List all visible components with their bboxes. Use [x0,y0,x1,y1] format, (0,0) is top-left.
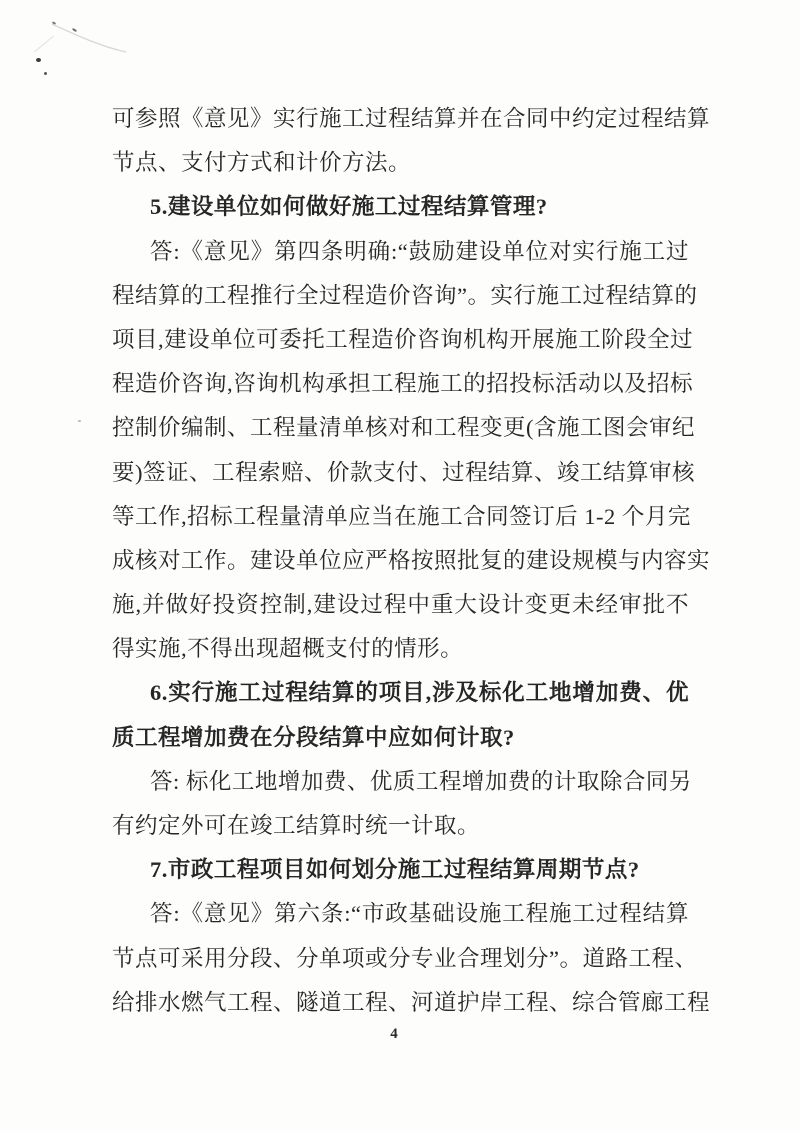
question-heading: 7.市政工程项目如何划分施工过程结算周期节点? [150,857,640,883]
text-line: 答: 标化工地增加费、优质工程增加费的计取除合同另 [150,768,692,794]
document-body [112,97,711,1025]
text-line: 给排水燃气工程、隧道工程、河道护岸工程、综合管廊工程 [112,989,711,1015]
text-line: 程造价咨询,咨询机构承担工程施工的招投标活动以及招标 [112,371,694,397]
text-line: 等工作,招标工程量清单应当在施工合同签订后 1-2 个月完 [112,503,691,529]
text-line: 得实施,不得出现超概支付的情形。 [112,636,464,662]
text-line: 施,并做好投资控制,建设过程中重大设计变更未经审批不 [112,592,689,618]
question-heading: 质工程增加费在分段结算中应如何计取? [112,724,515,750]
question-heading: 6.实行施工过程结算的项目,涉及标化工地增加费、优 [150,680,689,706]
scan-smudge-curve [14,6,144,76]
text-line: 节点可采用分段、分单项或分专业合理划分”。道路工程、 [112,945,698,971]
page-number: 4 [390,1026,398,1042]
text-line: 答:《意见》第六条:“市政基础设施工程施工过程结算 [150,901,689,927]
scan-speck [36,58,41,62]
text-line: 答:《意见》第四条明确:“鼓励建设单位对实行施工过 [150,238,689,264]
text-line: 可参照《意见》实行施工过程结算并在合同中约定过程结算 [112,106,711,131]
text-line: 控制价编制、工程量清单核对和工程变更(含施工图会审纪 [112,415,695,441]
scan-speck [78,420,81,422]
text-line: 程结算的工程推行全过程造价咨询”。实行施工过程结算的 [112,282,698,308]
text-line: 成核对工作。建设单位应严格按照批复的建设规模与内容实 [112,547,711,573]
text-line: 节点、支付方式和计价方法。 [112,150,412,176]
text-line: 要)签证、工程索赔、价款支付、过程结算、竣工结算审核 [112,459,695,485]
question-heading: 5.建设单位如何做好施工过程结算管理? [150,194,548,220]
text-line: 项目,建设单位可委托工程造价咨询机构开展施工阶段全过 [112,326,694,352]
text-line: 有约定外可在竣工结算时统一计取。 [112,813,481,838]
scan-speck [44,72,47,75]
